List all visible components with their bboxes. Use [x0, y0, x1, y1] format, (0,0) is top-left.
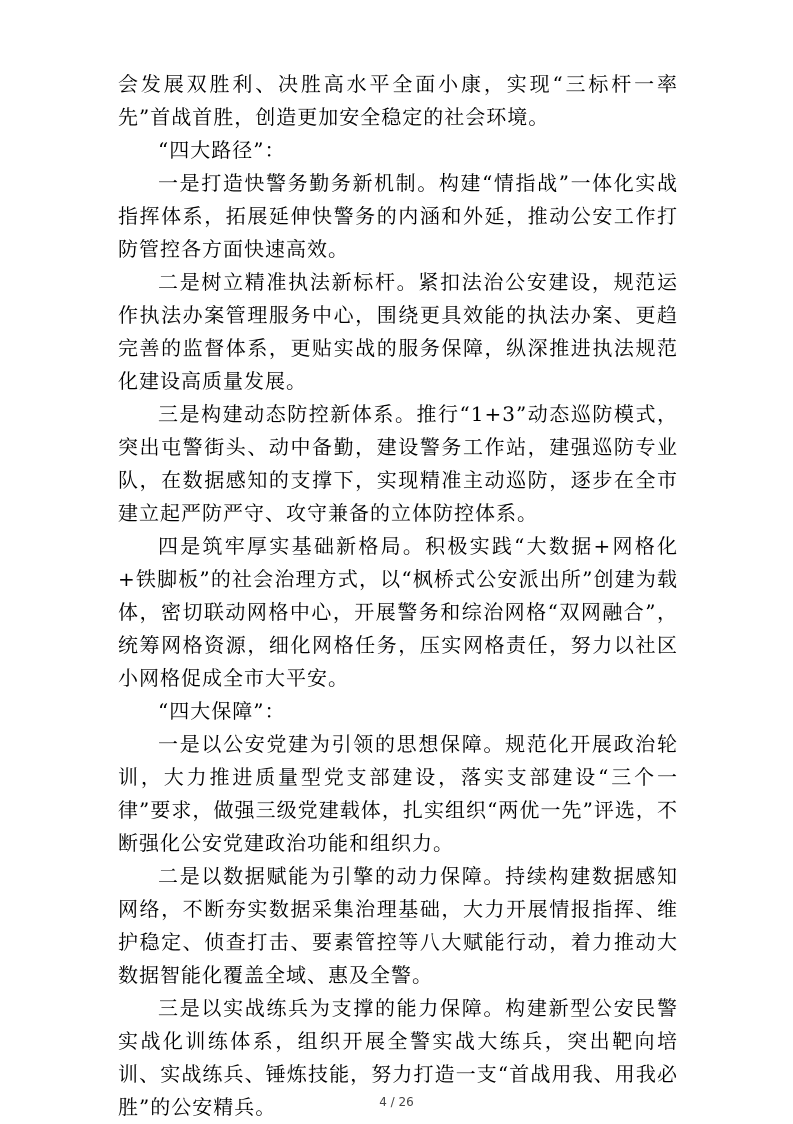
- paragraph-guarantee-1: 一是以公安党建为引领的思想保障。规范化开展政治轮训，大力推进质量型党支部建设，落实支部建设“三个一律”要求，做强三级党建载体，扎实组织“两优一先”评选，不断强化公安党建政治功能和组织力。: [118, 732, 678, 855]
- section-heading-four-guarantees: “四大保障”：: [158, 699, 286, 723]
- page-number: 4 / 26: [379, 1095, 414, 1109]
- continuation-paragraph: 会发展双胜利、决胜高水平全面小康，实现“三标杆一率先”首战首胜，创造更加安全稳定的社会环境。: [118, 72, 678, 129]
- paragraph-guarantee-2: 二是以数据赋能为引擎的动力保障。持续构建数据感知网络，不断夯实数据采集治理基础，大力开展情报指挥、维护稳定、侦查打击、要素管控等八大赋能行动，着力推动大数据智能化覆盖全域、惠及全警。: [118, 864, 678, 987]
- paragraph-path-4: 四是筑牢厚实基础新格局。积极实践“大数据+网格化+铁脚板”的社会治理方式，以“枫桥式公安派出所”创建为载体，密切联动网格中心，开展警务和综治网格“双网融合”，统筹网格资源，细化网格任务，压实网格责任，努力以社区小网格促成全市大平安。: [118, 534, 678, 690]
- document-body: [118, 68, 678, 1124]
- paragraph-guarantee-3: 三是以实战练兵为支撑的能力保障。构建新型公安民警实战化训练体系，组织开展全警实战大练兵，突出靶向培训、实战练兵、锤炼技能，努力打造一支“首战用我、用我必胜”的公安精兵。: [118, 996, 678, 1119]
- paragraph-path-2: 二是树立精准执法新标杆。紧扣法治公安建设，规范运作执法办案管理服务中心，围绕更具效能的执法办案、更趋完善的监督体系，更贴实战的服务保障，纵深推进执法规范化建设高质量发展。: [118, 270, 678, 393]
- section-heading-four-paths: “四大路径”：: [158, 138, 286, 162]
- paragraph-path-3: 三是构建动态防控新体系。推行“1+3”动态巡防模式，突出屯警街头、动中备勤，建设警务工作站，建强巡防专业队，在数据感知的支撑下，实现精准主动巡防，逐步在全市建立起严防严守、攻守兼备的立体防控体系。: [118, 402, 678, 525]
- paragraph-path-1: 一是打造快警务勤务新机制。构建“情指战”一体化实战指挥体系，拓展延伸快警务的内涵和外延，推动公安工作打防管控各方面快速高效。: [118, 171, 678, 261]
